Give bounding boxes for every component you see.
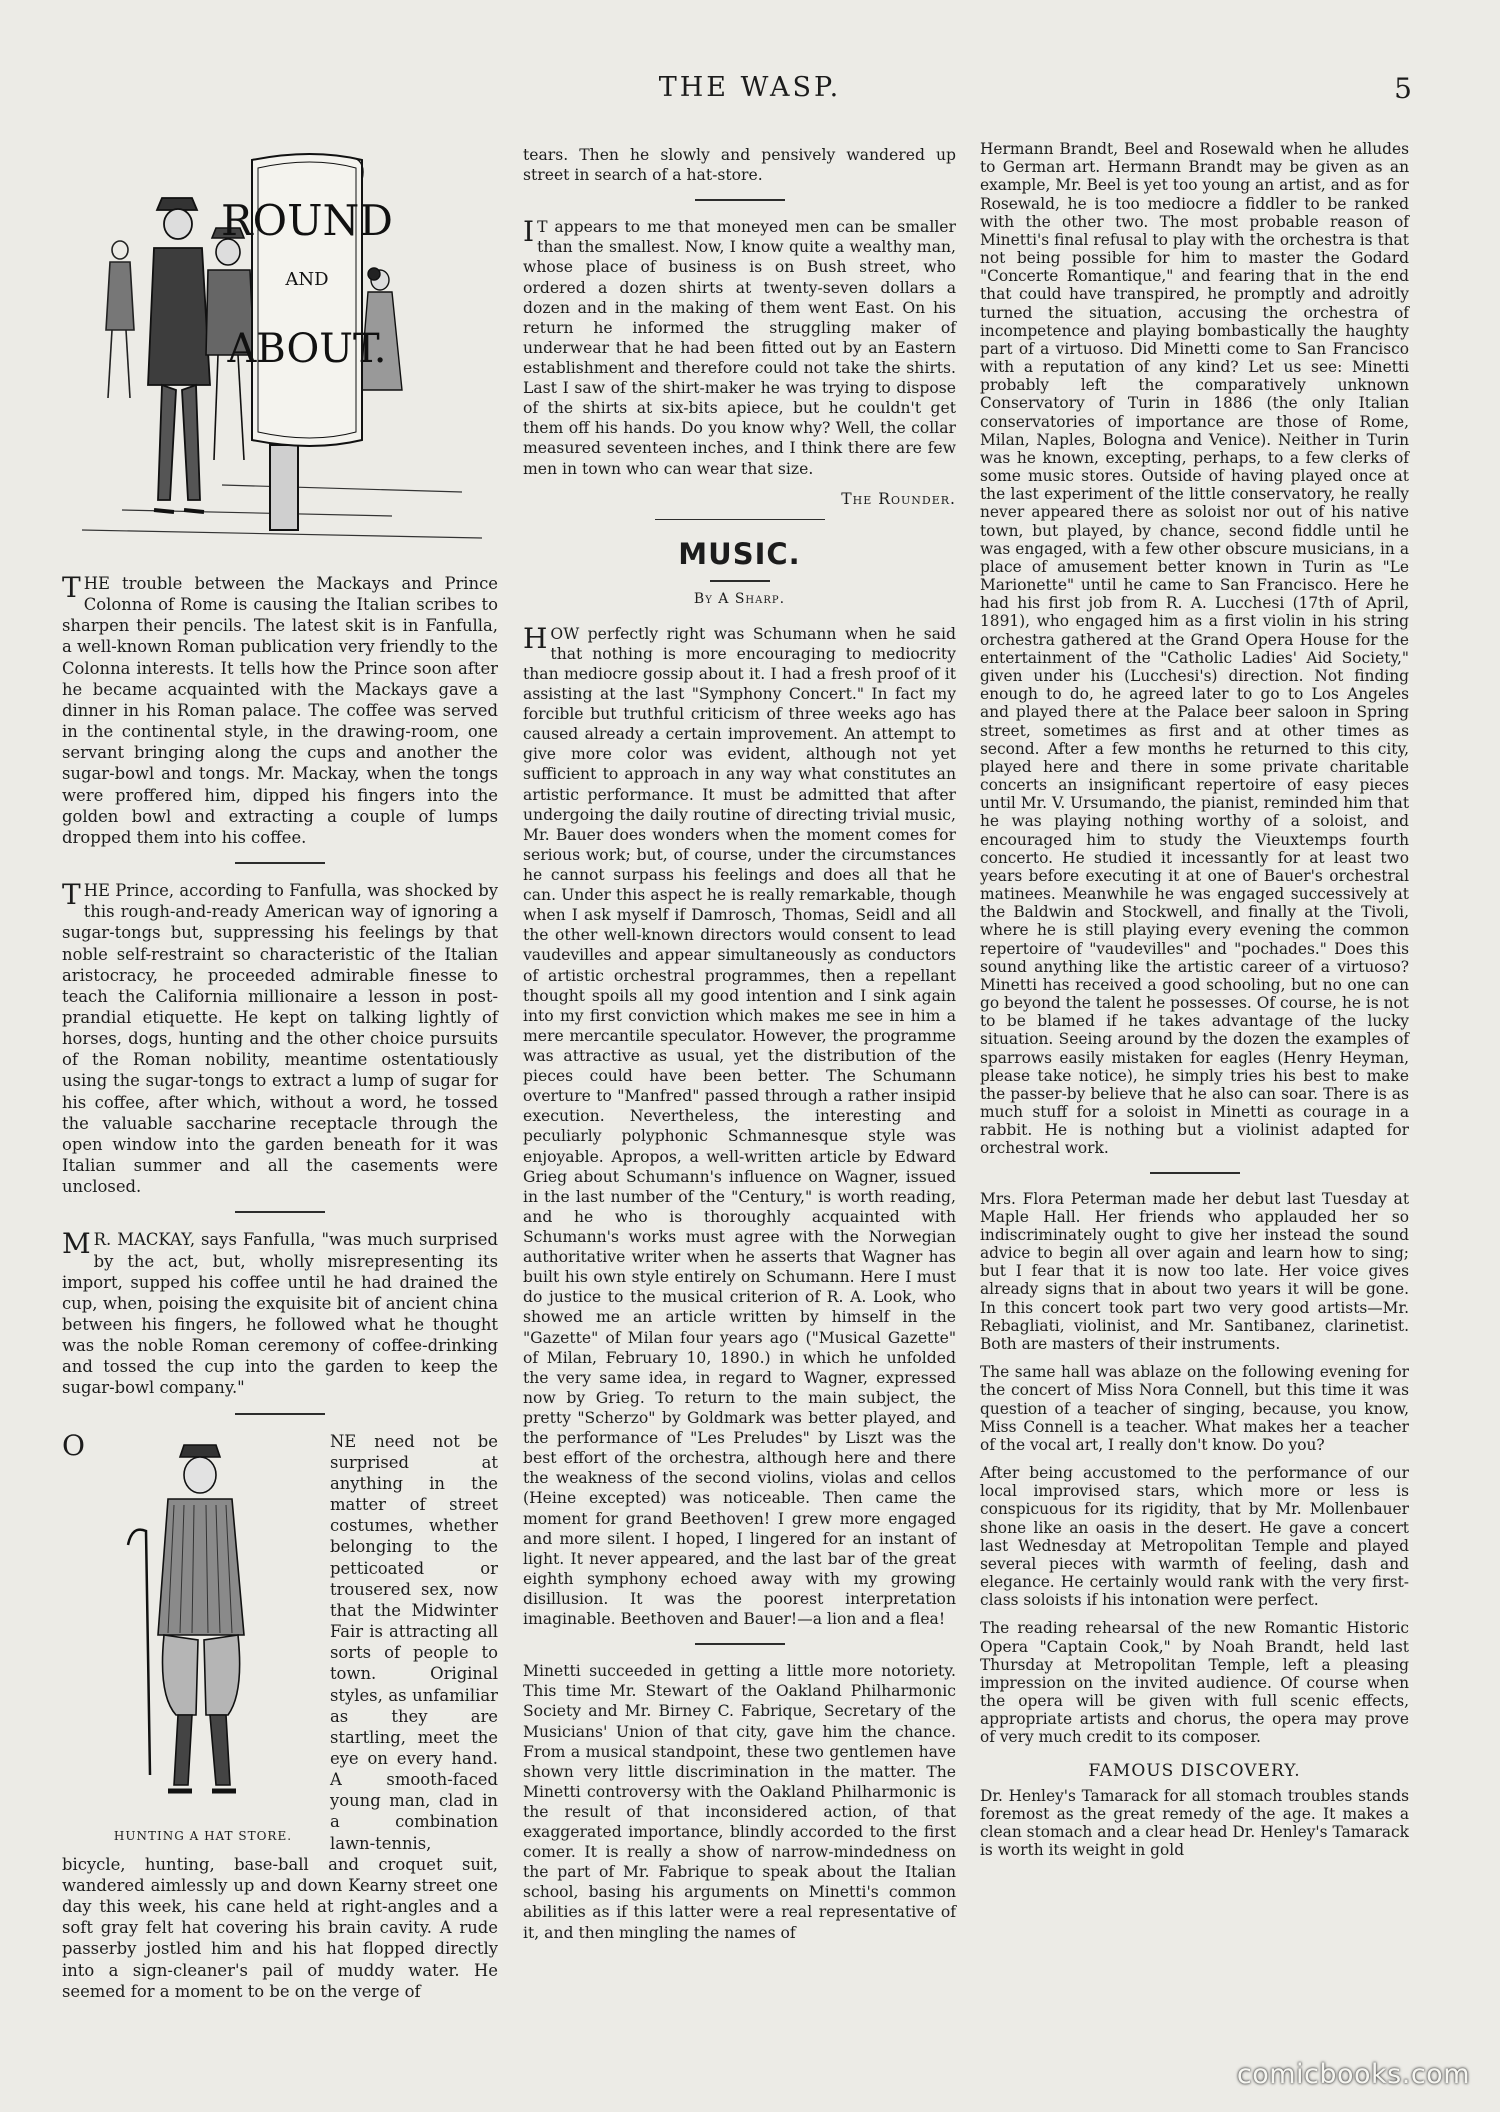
- paragraph-moneyed-men: I T appears to me that moneyed men can be smaller than the smallest. Now, I know quite a wealthy man, whose place of business is on Bush street, who ordered a dozen shirts at twenty-seven dollars a dozen and in the making of them went East. On his return he informed the struggling maker of underwear that he had been fitted out by an Eastern establishment and therefore could not take the shirts. Last I saw of the shirt-maker he was trying to dispose of the shirts at six-bits apiece, but he couldn't get them off his hands. Do you know why? Well, the collar measured seventeen inches, and I think there are few men in town who can wear that size.: [523, 215, 956, 478]
- sign-word-and: AND: [285, 269, 329, 290]
- divider: [235, 1413, 325, 1415]
- column-2: [523, 145, 956, 1953]
- paragraph-tamarack: Dr. Henley's Tamarack for all stomach troubles stands foremost as the great remedy of the age. It makes a clean stomach and a clear head Dr. Henley's Tamarack is worth its weight in gold: [980, 1786, 1409, 1860]
- paragraph-tears-continued: tears. Then he slowly and pensively wandered up street in search of a hat-store.: [523, 146, 956, 185]
- divider: [710, 580, 770, 582]
- divider: [235, 862, 325, 864]
- page-number: 5: [1394, 72, 1412, 105]
- divider: [655, 519, 825, 521]
- watermark: comicbooks.com: [1236, 2059, 1470, 2090]
- paragraph-street-costumes: O HUNTING A HAT STORE. NE need not be surprised at anything in the matter of street costumes, whether belonging to the petticoated or trousered sex, now that the Midwinter Fair is attracting all sorts of people to town. Original styles, as unfamiliar as they are startling, meet the eye on every hand. A smooth-faced young man, clad in a combination lawn-tennis, bicycle, hunting, base-ball and croquet suit, wandered aimlessly up and down Kearny street one day this week, his cane held at right-angles and a soft gray felt hat covering his brain cavity. A rude passerby jostled him and his hat flopped directly into a sign-cleaner's pail of muddy water. He seemed for a moment to be on the verge of: [62, 1428, 498, 2001]
- hunting-hat-store-illustration: [88, 1435, 318, 1845]
- column-3: [980, 140, 1409, 1869]
- paragraph-schumann: HOW perfectly right was Schumann when he said that nothing is more encouraging to mediocrity than mediocre gossip about it. I had a fresh proof of it assisting at the last "Symphony Concert." In fact my forcible but truthful criticism of three weeks ago has caused already a certain improvement. An attempt to give more color was evident, although not yet sufficient to approach in any way what constitutes an artistic performance. It must be admitted that after undergoing the daily routine of directing trivial music, Mr. Bauer does wonders when the moment comes for serious work; but, of course, under the circumstances he cannot surpass his feelings and does all that he can. Under this aspect he is really remarkable, though when I ask myself if Damrosch, Thomas, Seidl and all the other well-known directors would consent to lead vaudevilles and appear simultaneously as conductors of artistic orchestral programmes, then a repellant thought spoils all my good intention and I sink again into my first conviction which makes me see in him a mere mercantile speculator. However, the programme was attractive as usual, yet the distribution of the pieces could have been better. The Schumann overture to "Manfred" passed through a rather insipid execution. Nevertheless, the interesting and peculiarly polyphonic Schmannesque style was enjoyable. Apropos, a well-written article by Edward Grieg about Schumann's influence on Wagner, issued in the last number of the "Century," is worth reading, and he who is thoroughly acquainted with Schumann's works must agree with the Norwegian authoritative writer when he asserts that Wagner has built his own style entirely on Schumann. Here I must do justice to the musical criterion of R. A. Look, who showed me an article written by himself in the "Gazette" of Milan four years ago ("Musical Gazette" of Milan, February 10, 1890.) in which he unfolded the very same idea, in regard to Wagner, expressed now by Grieg. To return to the main subject, the pretty "Scherzo" by Goldmark was better played, and the performance of "Les Preludes" by Liszt was the best effort of the orchestra, although here and there the weakness of the second violins, violas and cellos (Heine excepted) was noticeable. Then came the moment for grand Beethoven! I grew more engaged and more silent. I hoped, I lingered for an instant of light. It never appeared, and the last bar of the great eighth symphony echoed away with my growing disillusion. It was the poorest interpretation imaginable. Beethoven and Bauer!—a lion and a flea!: [523, 621, 956, 1629]
- column-1: [62, 140, 498, 2012]
- signature-rounder: The Rounder.: [841, 489, 956, 508]
- sign-word-round: ROUND: [221, 196, 393, 245]
- divider: [695, 199, 785, 201]
- paragraph-mollenbauer: After being accustomed to the performance of our local improvised stars, which more or less is conspicuous for its rigidity, that by Mr. Mollenbauer shone like an oasis in the desert. He gave a concert last Wednesday at Metropolitan Temple and played several pieces with warmth of feeling, dash and elegance. He certainly would rank with the very first-class soloists if his intonation were perfect.: [980, 1464, 1409, 1610]
- illustration-caption: HUNTING A HAT STORE.: [113, 1829, 293, 1844]
- masthead: THE WASP.: [658, 72, 842, 103]
- paragraph-minetti: Minetti succeeded in getting a little more notoriety. This time Mr. Stewart of the Oakland Philharmonic Society and Mr. Birney C. Fabrique, Secretary of the Musicians' Union of that city, gave him the chance. From a musical standpoint, these two gentlemen have shown very little discrimination in the matter. The Minetti controversy with the Oakland Philharmonic is the result of that inconsidered action, of that exaggerated importance, blindly accorded to the first comer. It is really a show of narrow-mindedness on the part of Mr. Fabrique to speak about the Italian school, basing his arguments on Minetti's common abilities as if this latter were a real representative of it, and then mingling the names of: [523, 1662, 956, 1942]
- paragraph-prince-shocked: THE Prince, according to Fanfulla, was shocked by this rough-and-ready American way of ignoring a sugar-tongs but, suppressing his feelings by that noble self-restraint so characteristic of the Italian aristocracy, he proceeded admirable finesse to teach the California millionaire a lesson in post-prandial etiquette. He kept on talking lightly of horses, dogs, hunting and the other choice pursuits of the Roman nobility, meantime ostentatiously using the sugar-tongs to extract a lump of sugar for his coffee, after which, without a word, he tossed the valuable saccharine receptacle through the open window into the garden beneath for it was Italian summer and all the casements were unclosed.: [62, 878, 498, 1197]
- round-and-about-illustration: [62, 140, 498, 555]
- sign-word-about: ABOUT.: [227, 326, 387, 372]
- section-title-famous-discovery: FAMOUS DISCOVERY.: [1088, 1760, 1301, 1781]
- paragraph-minetti-continued: Hermann Brandt, Beel and Rosewald when he alludes to German art. Hermann Brandt may be given as an example, Mr. Beel is yet too young an artist, and as for Rosewald, he is too mediocre a fiddler to be ranked with the other two. The most probable reason of Minetti's final refusal to play with the orchestra is that not being possible for him to master the Godard "Concerte Romantique," and fearing that in the end that could have transpired, he promptly and adroitly turned the situation, accusing the orchestra of incompetence and playing bombastically the haughty part of a virtuoso. Did Minetti come to San Francisco with a reputation of any kind? Let us see: Minetti probably left the comparatively unknown Conservatory of Turin in 1886 (the only Italian conservatories of importance are those of Rome, Milan, Naples, Bologna and Venice). Neither in Turin was he known, excepting, perhaps, to a few clerks of some music stores. Outside of having played once at the last experiment of the little conservatory, he really never appeared there as soloist nor out of his native town, but played, by chance, second fiddle until he was engaged, with a few other obscure musicians, in a place of amusement better known in Turin as "Le Marionette" until he came to San Francisco. Here he had his first job from R. A. Lucchesi (17th of April, 1891), who engaged him as a first violin in his string orchestra gathered at the Grand Opera House for the entertainment of the "Catholic Ladies' Aid Society," given under his (Lucchesi's) direction. Not finding enough to do, he agreed later to go to Los Angeles and played there at the Palace beer saloon in Spring street, sometimes as first and at other times as second. After a few months he returned to this city, played here and there in some private charitable concerts an insignificant repertoire of easy pieces until Mr. V. Ursumando, the pianist, reminded him that he was playing nothing worthy of a soloist, and encouraged him to study the Vieuxtemps fourth concerto. He studied it incessantly for at least two years before executing it at one of Bauer's orchestral matinees. Meanwhile he was engaged successively at the Baldwin and Stockwell, and finally at the Tivoli, where he is still playing every evening the common repertoire of "vaudevilles" and "pochades." Does this sound anything like the artistic career of a virtuoso? Minetti has received a good schooling, but no one can go beyond the talent he possesses. Of course, he is not to be blamed if he takes advantage of the lucky situation. Seeing around by the dozen the examples of sparrows easily mistaken for eagles (Henry Heyman, please take notice), he simply tries his best to make the passer-by believe that he also can soar. There is as much stuff for a soloist in Minetti as courage in a rabbit. He is nothing but a violinist adapted for orchestral work.: [980, 140, 1410, 1158]
- paragraph-captain-cook: The reading rehearsal of the new Romantic Historic Opera "Captain Cook," by Noah Brandt, held last Thursday at Metropolitan Temple, left a pleasing impression on the invited audience. Of course when the opera will be given with full scenic effects, appropriate artists and chorus, the opera may prove of very much credit to its composer.: [980, 1619, 1409, 1747]
- paragraph-mr-mackay: M R. MACKAY, says Fanfulla, "was much surprised by the act, but, wholly misrepresenting its import, supped his coffee until he had drained the cup, when, poising the exquisite bit of ancient china between his fingers, he followed what he thought was the noble Roman ceremony of coffee-drinking and tossed the cup into the garden to keep the sugar-bowl company.": [62, 1227, 498, 1398]
- paragraph-mackays-colonna: THE trouble between the Mackays and Prince Colonna of Rome is causing the Italian scribes to sharpen their pencils. The latest skit is in Fanfulla, a well-known Roman publication very friendly to the Colonna interests. It tells how the Prince soon after he became acquainted with the Mackays gave a dinner in his Roman palace. The coffee was served in the continental style, in the drawing-room, one servant bringing along the cups and another the sugar-bowl and tongs. Mr. Mackay, when the tongs were proffered him, dipped his fingers into the golden bowl and extracting a couple of lumps dropped them into his coffee.: [62, 571, 498, 847]
- divider: [235, 1211, 325, 1213]
- byline: By A Sharp.: [693, 590, 786, 607]
- divider: [695, 1643, 785, 1645]
- section-title-music: MUSIC.: [678, 537, 801, 572]
- divider: [1150, 1172, 1240, 1174]
- paragraph-nora-connell: The same hall was ablaze on the following evening for the concert of Miss Nora Connell, but this time it was question of a teacher of singing, because, you know, Miss Connell is a teacher. What makes her a teacher of the vocal art, I really don't know. Do you?: [980, 1363, 1409, 1454]
- paragraph-flora-peterman: Mrs. Flora Peterman made her debut last Tuesday at Maple Hall. Her friends who applauded her so indiscriminately ought to give her instead the sound advice to begin all over again and learn how to sing; but I fear that it is now too late. Her voice gives already signs that in about two years it will be gone. In this concert took part two very good artists—Mr. Rebagliati, violinist, and Mr. Santibanez, clarinetist. Both are masters of their instruments.: [980, 1189, 1409, 1353]
